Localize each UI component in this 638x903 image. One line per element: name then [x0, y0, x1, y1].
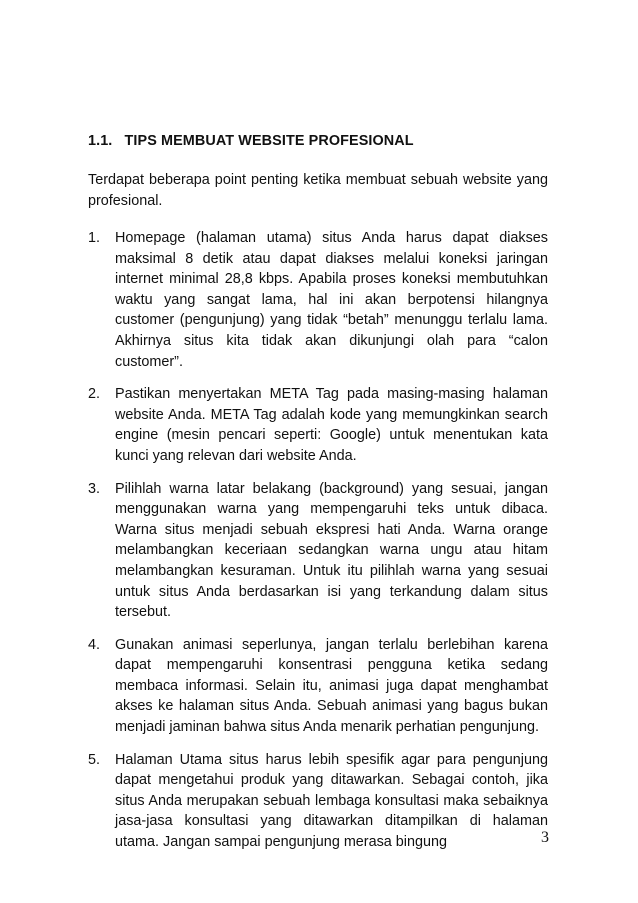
list-item-text: Halaman Utama situs harus lebih spesifik agar para pengunjung dapat mengetahui produk yang ditawarkan. Sebagai contoh, jika situs Anda merupakan sebuah lembaga konsultasi maka sebaiknya jasa-jasa konsultasi yang ditawarkan ditampilkan di halaman utama. Jangan sampai pengunjung merasa bingung [115, 751, 548, 851]
list-item-text: Pilihlah warna latar belakang (background) yang sesuai, jangan menggunakan warna yang mempengaruhi teks untuk dibaca. Warna situs menjadi sebuah ekspresi hati Anda. Warna orange melambangkan keceriaan sedangkan warna ungu atau hitam melambangkan kesuraman. Untuk itu pilihlah warna yang sesuai untuk situs Anda berdasarkan isi yang terkandung dalam situs tersebut. [115, 480, 548, 621]
list-item-number: 3. [88, 480, 101, 497]
list-item-number: 1. [88, 230, 101, 246]
section-heading [88, 133, 414, 149]
list-item-text: Homepage (halaman utama) situs Anda harus dapat diakses maksimal 8 detik atau dapat diakses melalui koneksi jaringan internet minimal 28,8 kbps. Apabila proses koneksi membutuhkan waktu yang sangat lama, hal ini akan berpotensi hilangnya customer (pengunjung) yang tidak “betah” menunggu terlalu lama. Akhirnya situs kita tidak akan dikunjungi olah para “calon customer”. [115, 230, 548, 370]
intro-paragraph: Terdapat beberapa point penting ketika membuat sebuah website yang profesional. [88, 172, 548, 209]
list-item-text: Gunakan animasi seperlunya, jangan terlalu berlebihan karena dapat mempengaruhi konsentrasi pengguna ketika sedang membaca informasi. Selain itu, animasi juga dapat menghambat akses ke halaman situs Anda. Sebuah animasi yang bagus bukan menjadi jaminan bahwa situs Anda menarik perhatian pengunjung. [115, 636, 548, 736]
list-item [88, 750, 548, 853]
list-item-number: 5. [88, 751, 101, 768]
section-title: TIPS MEMBUAT WEBSITE PROFESIONAL [124, 133, 414, 149]
list-item-number: 2. [88, 386, 101, 403]
list-item [88, 384, 548, 466]
list-item-number: 4. [88, 636, 101, 653]
tips-list [88, 228, 548, 865]
list-item [88, 228, 548, 372]
list-item-text: Pastikan menyertakan META Tag pada masing-masing halaman website Anda. META Tag adalah kode yang memungkinkan search engine (mesin pencari seperti: Google) untuk menentukan kata kunci yang relevan dari website Anda. [115, 386, 548, 464]
list-item [88, 635, 548, 738]
list-item [88, 479, 548, 623]
page-number: 3 [541, 829, 549, 846]
section-number: 1.1. [88, 133, 113, 149]
